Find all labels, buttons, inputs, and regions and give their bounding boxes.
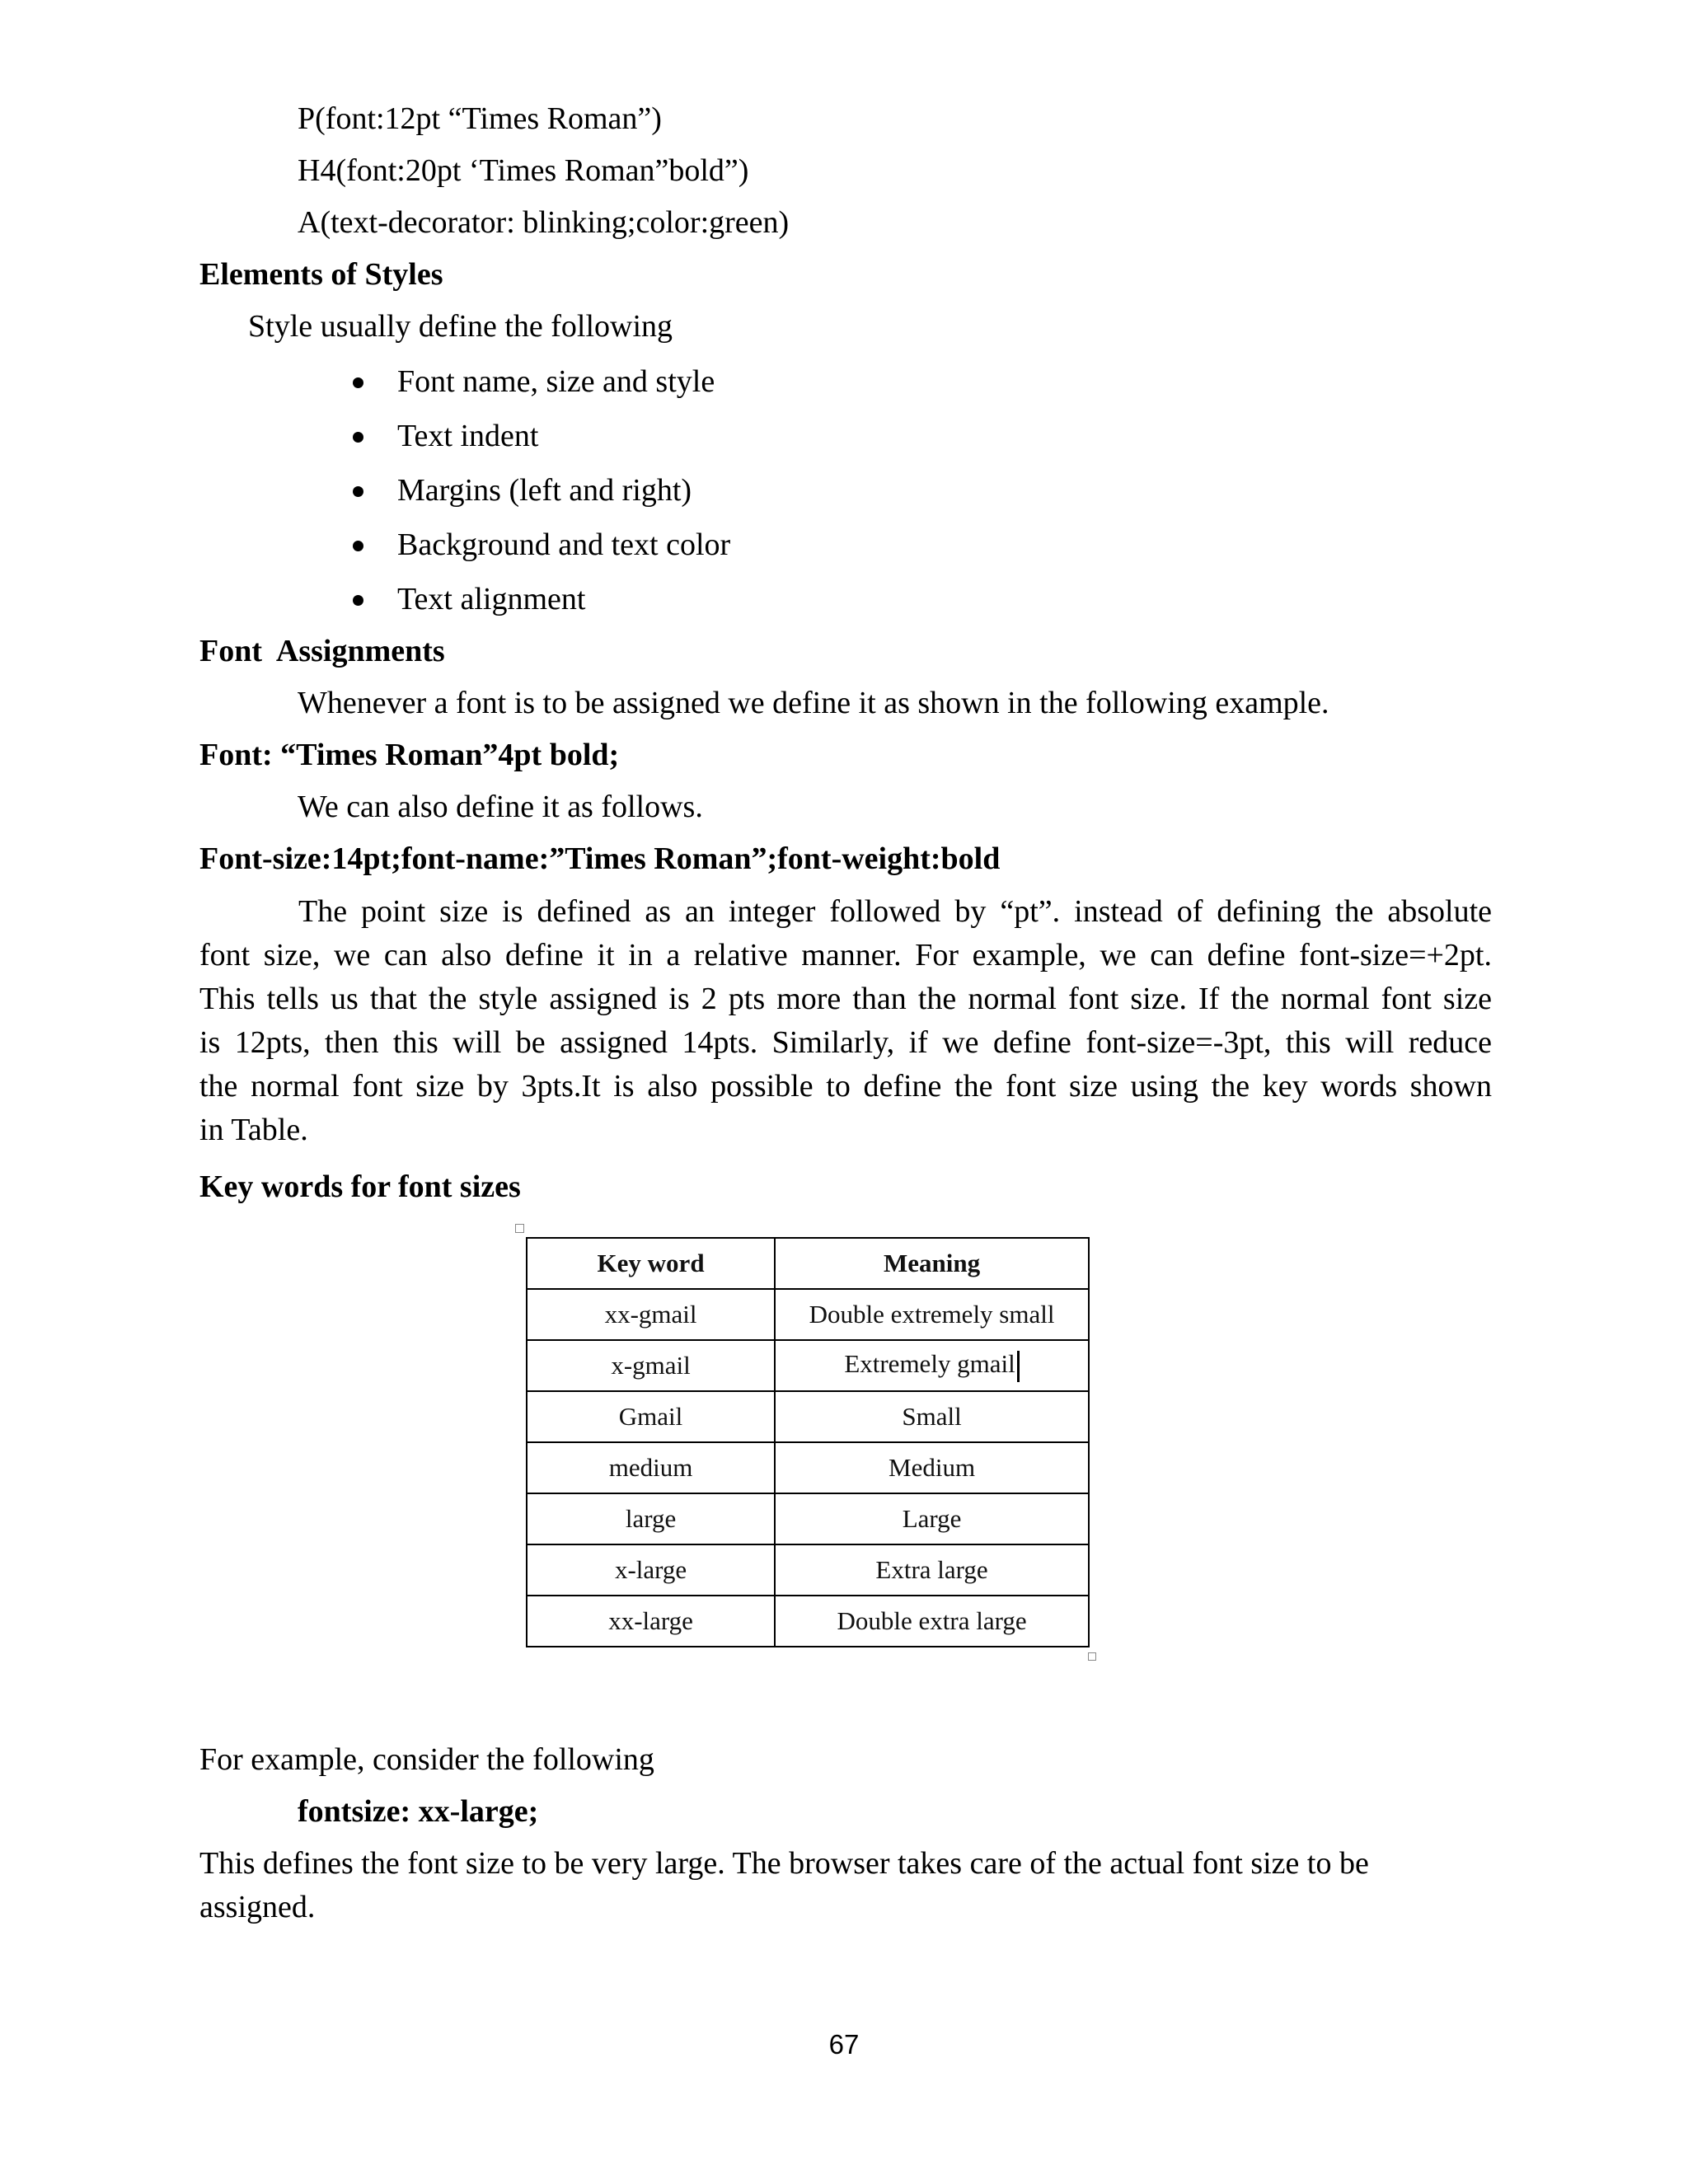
table-cell-meaning: Medium xyxy=(775,1442,1089,1493)
bullet-icon xyxy=(353,541,363,551)
table-cell-meaning: Double extra large xyxy=(775,1596,1089,1647)
point-size-paragraph xyxy=(199,890,1492,1152)
list-item: Background and text color xyxy=(397,527,731,562)
paragraph-line: is 12pts, then this will be assigned 14pts. Similarly, if we define font-size=-3pt, this will reduce xyxy=(199,1025,1492,1060)
bullet-icon xyxy=(353,486,363,497)
table-anchor-icon xyxy=(515,1224,524,1233)
table-row xyxy=(527,1391,1089,1442)
table-cell-keyword: x-gmail xyxy=(527,1340,775,1391)
bullet-icon xyxy=(353,432,363,443)
list-item: Text indent xyxy=(397,419,539,453)
page-number: 67 xyxy=(828,2029,860,2060)
font-example-1: Font: “Times Roman”4pt bold; xyxy=(199,738,620,772)
table-cell-meaning: Small xyxy=(775,1391,1089,1442)
table-header-row xyxy=(527,1238,1089,1289)
table-header-meaning: Meaning xyxy=(775,1238,1089,1289)
table-heading: Key words for font sizes xyxy=(199,1169,521,1204)
table-cell-meaning: Large xyxy=(775,1493,1089,1544)
bullet-icon xyxy=(353,595,363,606)
table-row xyxy=(527,1340,1089,1391)
table-cell-meaning[interactable] xyxy=(775,1340,1089,1391)
also-define-text: We can also define it as follows. xyxy=(298,790,703,824)
table-cell-text: Extremely gmail xyxy=(844,1349,1015,1379)
list-item: Font name, size and style xyxy=(397,364,715,399)
table-cell-keyword: x-large xyxy=(527,1544,775,1596)
table-row xyxy=(527,1596,1089,1647)
font-size-keywords-table xyxy=(526,1237,1090,1647)
font-assignments-text: Whenever a font is to be assigned we define it as shown in the following example. xyxy=(298,686,1329,720)
paragraph-line: This tells us that the style assigned is 2 pts more than the normal font size. If the normal font size xyxy=(199,982,1492,1016)
closing-line: assigned. xyxy=(199,1890,316,1924)
table-row xyxy=(527,1544,1089,1596)
text-cursor-icon xyxy=(1017,1351,1020,1382)
code-line-a: A(text-decorator: blinking;color:green) xyxy=(298,205,790,240)
table-row xyxy=(527,1493,1089,1544)
table-cell-keyword: medium xyxy=(527,1442,775,1493)
font-assignments-heading: Font Assignments xyxy=(199,634,445,668)
list-item: Text alignment xyxy=(397,582,586,616)
table-row xyxy=(527,1289,1089,1340)
closing-line: This defines the font size to be very large. The browser takes care of the actual font size to be xyxy=(199,1846,1369,1881)
table-header-keyword: Key word xyxy=(527,1238,775,1289)
paragraph-line: in Table. xyxy=(199,1113,308,1147)
code-line-p: P(font:12pt “Times Roman”) xyxy=(298,101,662,136)
elements-heading: Elements of Styles xyxy=(199,257,443,292)
example-intro: For example, consider the following xyxy=(199,1742,654,1777)
table-cell-keyword: xx-gmail xyxy=(527,1289,775,1340)
table-cell-keyword: xx-large xyxy=(527,1596,775,1647)
table-cell-meaning: Extra large xyxy=(775,1544,1089,1596)
list-item: Margins (left and right) xyxy=(397,473,692,508)
example-code: fontsize: xx-large; xyxy=(298,1794,539,1829)
table-cell-keyword: large xyxy=(527,1493,775,1544)
paragraph-line: the normal font size by 3pts.It is also possible to define the font size using the key words shown xyxy=(199,1069,1492,1104)
bullet-icon xyxy=(353,377,363,388)
table-cell-meaning: Double extremely small xyxy=(775,1289,1089,1340)
paragraph-line: The point size is defined as an integer followed by “pt”. instead of defining the absolute xyxy=(298,894,1492,929)
table-row xyxy=(527,1442,1089,1493)
paragraph-line: font size, we can also define it in a relative manner. For example, we can define font-size=+2pt. xyxy=(199,938,1492,972)
font-example-2: Font-size:14pt;font-name:”Times Roman”;font-weight:bold xyxy=(199,841,1001,876)
code-line-h4: H4(font:20pt ‘Times Roman”bold”) xyxy=(298,153,749,188)
table-cell-keyword: Gmail xyxy=(527,1391,775,1442)
elements-intro: Style usually define the following xyxy=(248,309,673,344)
table-resize-handle[interactable] xyxy=(1088,1652,1096,1661)
